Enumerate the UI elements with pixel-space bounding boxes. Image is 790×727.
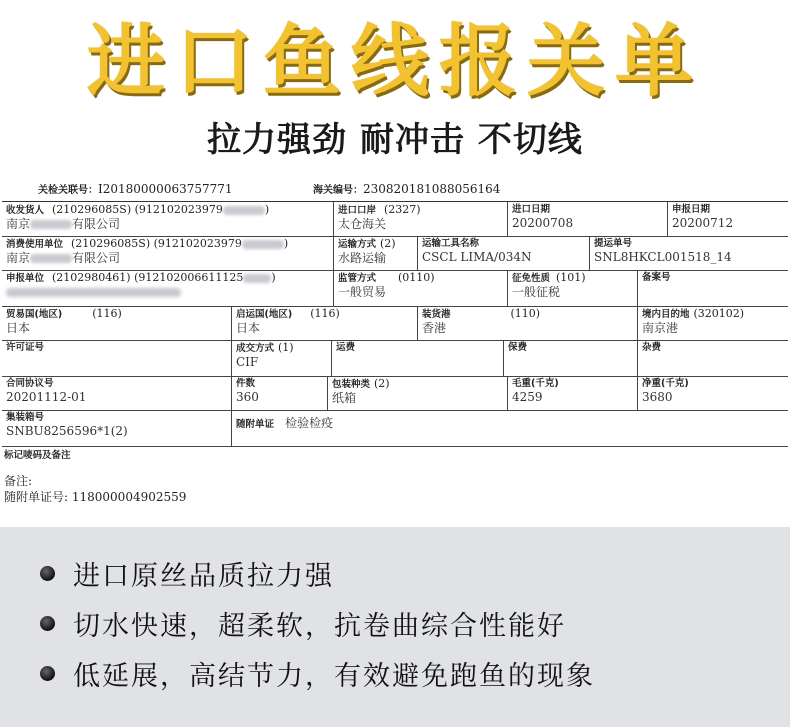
page-title: 进口鱼线报关单 bbox=[86, 17, 703, 107]
gross-weight-label: 毛重(千克) bbox=[512, 378, 559, 389]
redaction-blur bbox=[243, 274, 271, 283]
destination-value: 南京港 bbox=[642, 321, 679, 335]
import-port-code: (2327) bbox=[384, 203, 421, 216]
import-port-cell bbox=[334, 202, 508, 236]
consignee-name: 南京 bbox=[6, 217, 31, 231]
transport-mode-label: 运输方式 bbox=[338, 239, 377, 250]
marks-label: 标记唛码及备注 bbox=[4, 450, 71, 461]
levy-cell bbox=[508, 270, 638, 306]
consumer-cell: 消费使用单位 (210296085S) (912102023979 ) 南京 有限公司 bbox=[2, 236, 334, 270]
form-row bbox=[2, 376, 788, 411]
transport-tool-label: 运输工具名称 bbox=[422, 238, 480, 249]
loading-port-value: 香港 bbox=[422, 321, 447, 335]
license-cell bbox=[2, 340, 232, 376]
consignee-code: (210296085S) (912102023979 bbox=[52, 203, 223, 216]
form-grid bbox=[2, 201, 788, 464]
redaction-blur bbox=[6, 288, 181, 297]
origin-country-label: 启运国(地区) bbox=[236, 309, 293, 320]
bullet-dot-icon bbox=[40, 666, 55, 681]
feature-panel bbox=[0, 527, 790, 727]
license-label: 许可证号 bbox=[6, 342, 45, 353]
bullet-dot-icon bbox=[40, 616, 55, 631]
package-code: (2) bbox=[374, 377, 390, 390]
transport-tool-value: CSCL LIMA/034N bbox=[422, 250, 532, 264]
loading-port-cell bbox=[418, 306, 638, 340]
form-row bbox=[2, 236, 788, 271]
pieces-value: 360 bbox=[236, 390, 259, 404]
contract-cell bbox=[2, 376, 232, 410]
net-weight-cell bbox=[638, 376, 788, 410]
contract-value: 20201112-01 bbox=[6, 390, 87, 404]
form-row bbox=[2, 270, 788, 307]
container-value: SNBU8256596*1(2) bbox=[6, 424, 128, 438]
inspection-number-value: I20180000063757771 bbox=[98, 182, 233, 196]
attached-docs-value: 检验检疫 bbox=[285, 416, 334, 430]
attached-docs-cell bbox=[232, 410, 788, 446]
inspection-number-label: 关检关联号： bbox=[38, 185, 98, 196]
bill-number-label: 提运单号 bbox=[594, 238, 633, 249]
deal-method-cell bbox=[232, 340, 332, 376]
record-number-label: 备案号 bbox=[642, 272, 671, 283]
declarer-code: (2102980461) (912102006611125 bbox=[52, 271, 244, 284]
freight-cell bbox=[332, 340, 504, 376]
destination-cell bbox=[638, 306, 788, 340]
trade-country-label: 贸易国(地区) bbox=[6, 309, 63, 320]
form-row bbox=[2, 410, 788, 447]
feature-text: 低延展，高结节力，有效避免跑鱼的现象 bbox=[73, 660, 595, 692]
levy-code: (101) bbox=[556, 271, 586, 284]
form-row bbox=[2, 340, 788, 377]
customs-number-value: 230820181088056164 bbox=[363, 182, 501, 196]
pieces-cell bbox=[232, 376, 328, 410]
bill-number-cell bbox=[590, 236, 788, 270]
declare-date-cell bbox=[668, 202, 788, 236]
inspection-number bbox=[38, 181, 233, 196]
declarer-label: 申报单位 bbox=[6, 273, 45, 284]
destination-code: (320102) bbox=[693, 307, 745, 320]
container-label: 集装箱号 bbox=[6, 412, 45, 423]
import-date-value: 20200708 bbox=[512, 216, 574, 230]
supervision-code: (0110) bbox=[398, 271, 435, 284]
transport-mode-cell bbox=[334, 236, 418, 270]
remark-label: 备注: bbox=[4, 474, 33, 488]
insurance-cell bbox=[504, 340, 638, 376]
consumer-label: 消费使用单位 bbox=[6, 239, 64, 250]
customs-declaration-form bbox=[0, 175, 790, 525]
transport-mode-code: (2) bbox=[380, 237, 396, 250]
customs-number-label: 海关编号： bbox=[313, 185, 363, 196]
misc-fee-cell bbox=[638, 340, 788, 376]
gross-weight-value: 4259 bbox=[512, 390, 543, 404]
redaction-blur bbox=[30, 254, 72, 263]
form-row bbox=[2, 306, 788, 341]
consignee-cell bbox=[2, 202, 334, 236]
net-weight-label: 净重(千克) bbox=[642, 378, 689, 389]
transport-tool-cell bbox=[418, 236, 590, 270]
remarks bbox=[4, 473, 186, 505]
page-subtitle: 拉力强劲 耐冲击 不切线 bbox=[207, 120, 583, 160]
import-date-label: 进口日期 bbox=[512, 204, 551, 215]
redaction-blur bbox=[223, 206, 265, 215]
feature-item bbox=[40, 603, 566, 643]
levy-value: 一般征税 bbox=[512, 285, 561, 299]
declare-date-label: 申报日期 bbox=[672, 204, 711, 215]
feature-item bbox=[40, 553, 334, 593]
customs-number bbox=[313, 181, 500, 196]
pieces-label: 件数 bbox=[236, 378, 256, 389]
consignee-name-suffix: 有限公司 bbox=[72, 217, 121, 231]
import-port-label: 进口口岸 bbox=[338, 205, 377, 216]
redaction-blur bbox=[30, 220, 72, 229]
feature-text: 进口原丝品质拉力强 bbox=[73, 560, 334, 592]
bill-number-value: SNL8HKCL001518_14 bbox=[594, 250, 732, 264]
trade-country-value: 日本 bbox=[6, 321, 31, 335]
loading-port-label: 装货港 bbox=[422, 309, 451, 320]
feature-item bbox=[40, 653, 595, 693]
import-port-value: 太仓海关 bbox=[338, 217, 387, 231]
attached-number-value: 118000004902559 bbox=[71, 490, 187, 504]
package-label: 包装种类 bbox=[332, 379, 371, 390]
origin-country-code: (116) bbox=[310, 307, 340, 320]
deal-method-label: 成交方式 bbox=[236, 343, 275, 354]
origin-country-cell bbox=[232, 306, 418, 340]
contract-label: 合同协议号 bbox=[6, 378, 54, 389]
insurance-label: 保费 bbox=[508, 342, 528, 353]
package-value: 纸箱 bbox=[332, 391, 357, 405]
record-number-cell bbox=[638, 270, 788, 306]
form-row bbox=[2, 202, 788, 237]
levy-label: 征免性质 bbox=[512, 273, 551, 284]
redaction-blur bbox=[242, 240, 284, 249]
misc-fee-label: 杂费 bbox=[642, 342, 662, 353]
declarer-cell: 申报单位 (2102980461) (912102006611125 ) bbox=[2, 270, 334, 306]
deal-method-code: (1) bbox=[278, 341, 294, 354]
supervision-label: 监管方式 bbox=[338, 273, 377, 284]
attached-number-label: 随附单证号: bbox=[4, 490, 69, 504]
consignee-label: 收发货人 (210296085S) (912102023979 ) bbox=[6, 203, 270, 216]
consumer-name: 南京 bbox=[6, 251, 31, 265]
destination-label: 境内目的地 bbox=[642, 309, 690, 320]
deal-method-value: CIF bbox=[236, 355, 259, 369]
consumer-code: (210296085S) (912102023979 bbox=[71, 237, 242, 250]
import-date-cell bbox=[508, 202, 668, 236]
freight-label: 运费 bbox=[336, 342, 356, 353]
container-cell bbox=[2, 410, 232, 446]
supervision-cell bbox=[334, 270, 508, 306]
attached-docs-label: 随附单证 bbox=[236, 419, 275, 430]
transport-mode-value: 水路运输 bbox=[338, 251, 387, 265]
feature-text: 切水快速，超柔软，抗卷曲综合性能好 bbox=[73, 610, 566, 642]
gross-weight-cell bbox=[508, 376, 638, 410]
origin-country-value: 日本 bbox=[236, 321, 261, 335]
package-cell bbox=[328, 376, 508, 410]
trade-country-code: (116) bbox=[92, 307, 122, 320]
bullet-dot-icon bbox=[40, 566, 55, 581]
loading-port-code: (110) bbox=[510, 307, 541, 320]
trade-country-cell bbox=[2, 306, 232, 340]
consumer-name-suffix: 有限公司 bbox=[72, 251, 121, 265]
net-weight-value: 3680 bbox=[642, 390, 673, 404]
declare-date-value: 20200712 bbox=[672, 216, 734, 230]
supervision-value: 一般贸易 bbox=[338, 285, 387, 299]
